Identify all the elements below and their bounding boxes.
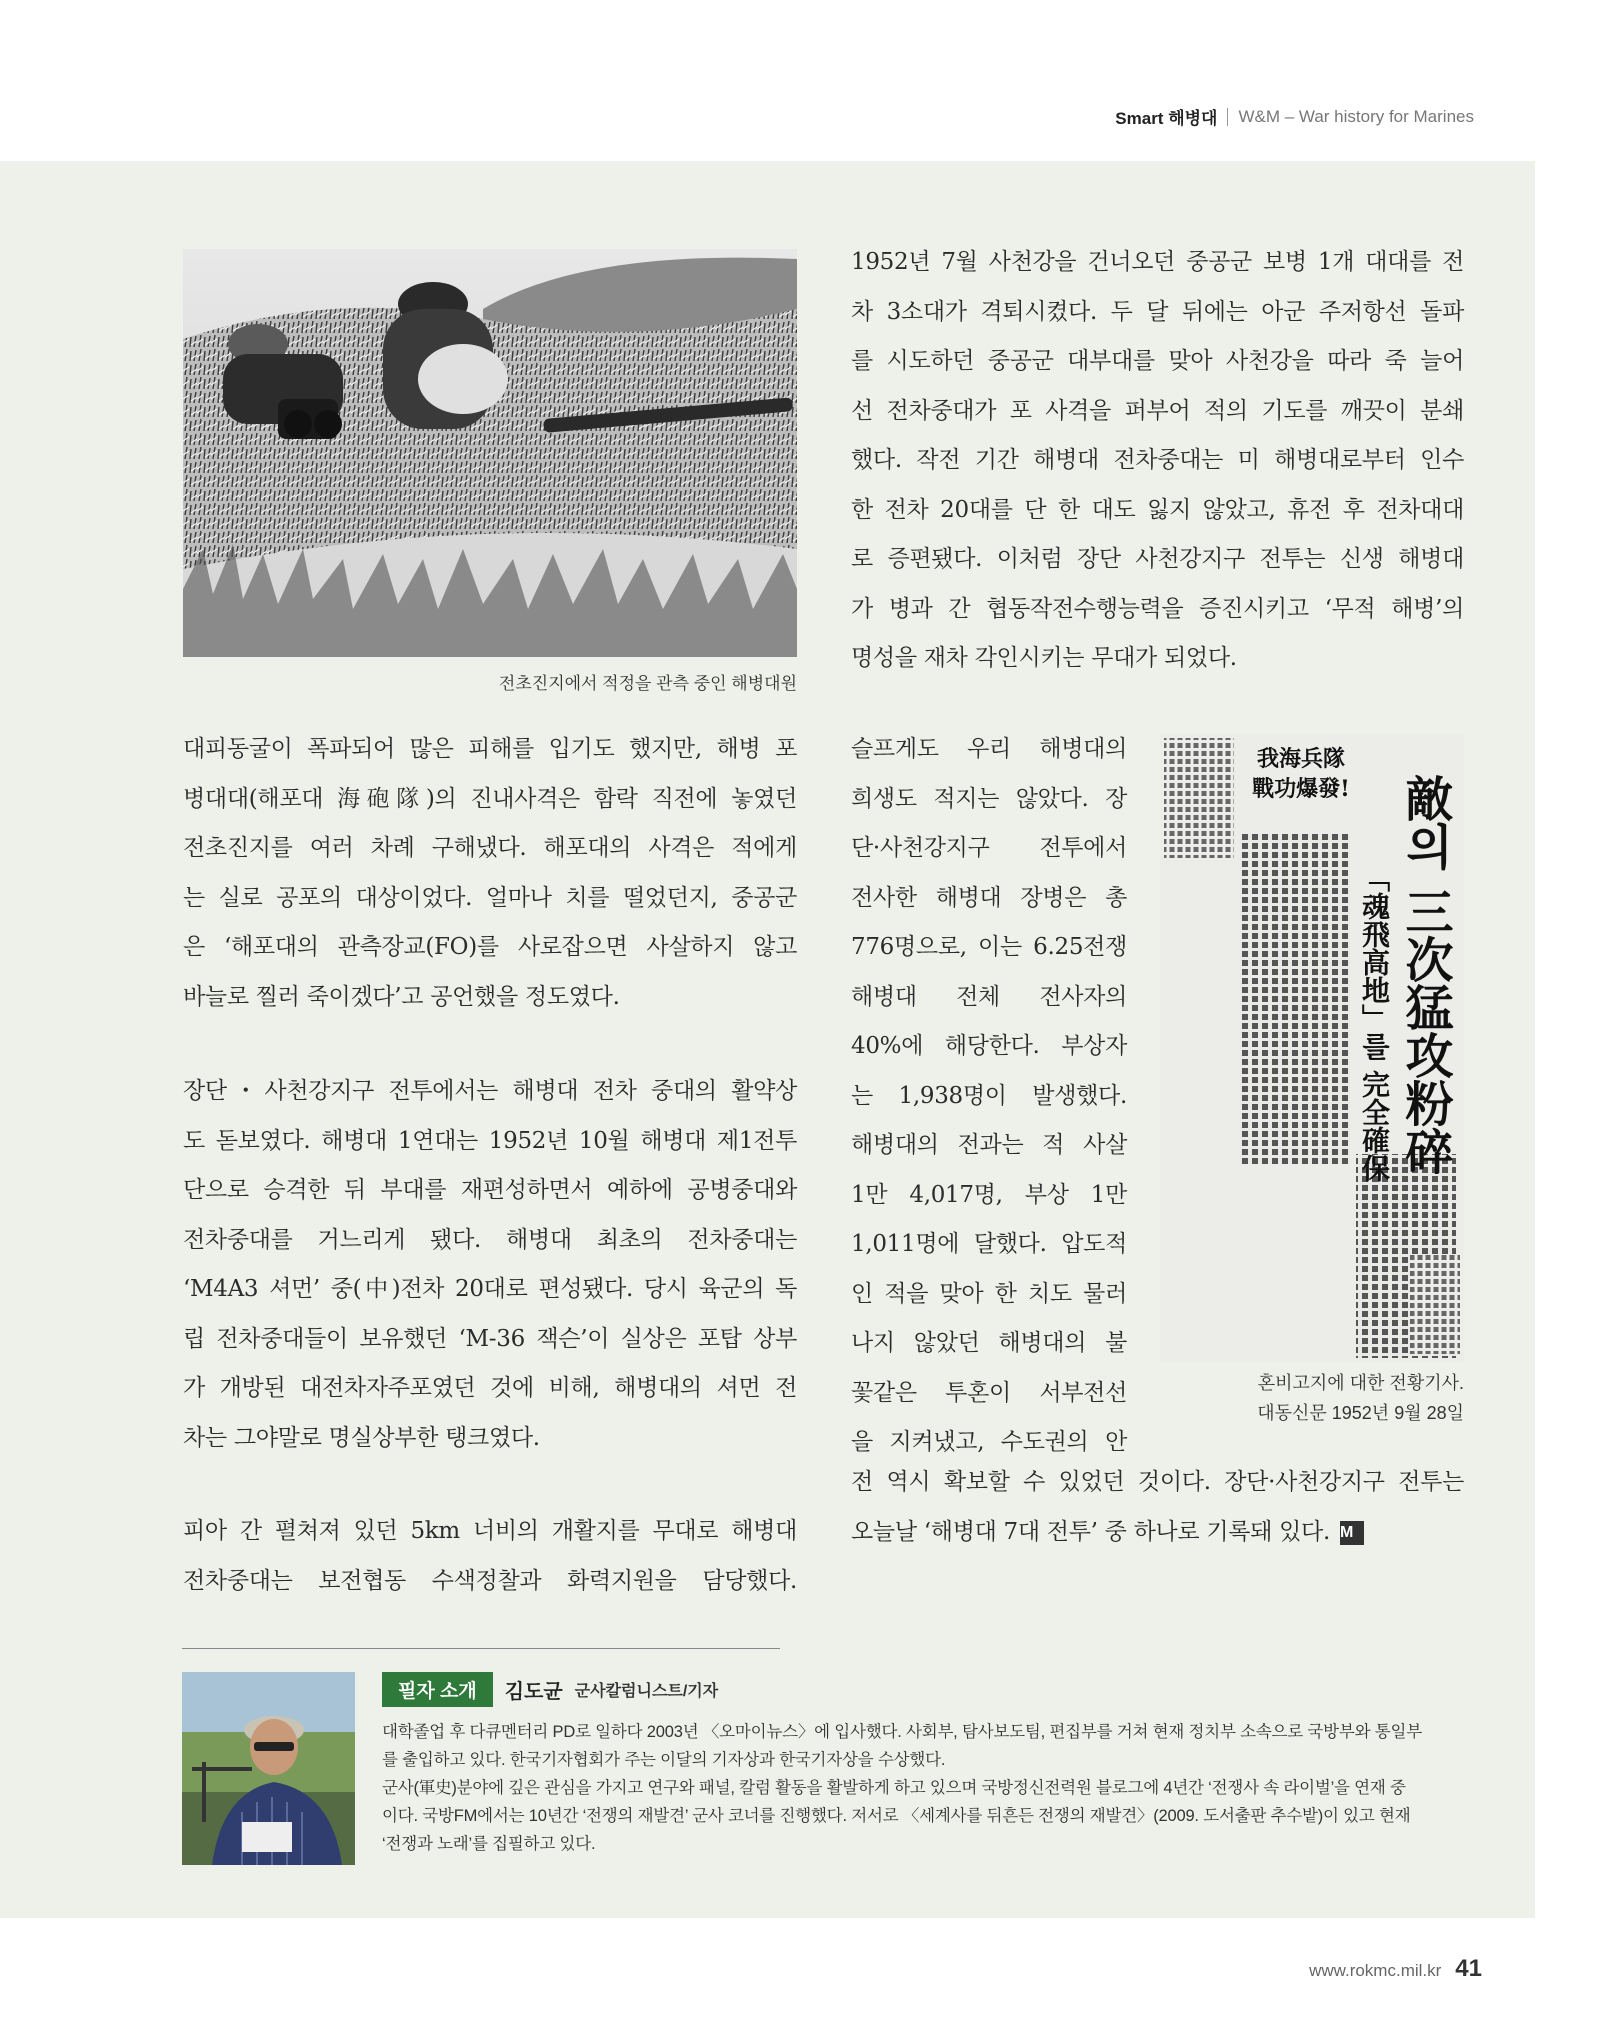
middle-column-text <box>851 725 1127 1468</box>
page-number: 41 <box>1455 1955 1482 1982</box>
author-photo <box>182 1672 355 1865</box>
text-line-last-content: 오늘날 ‘해병대 7대 전투’ 중 하나로 기록돼 있다. <box>851 1518 1330 1545</box>
text-line: 명성을 재차 각인시키는 무대가 되었다. <box>851 645 1237 671</box>
text-line: 전차중대를 거느리게 됐다. 해병대 최초의 전차중대는 <box>183 1226 797 1253</box>
bio-line: 대학졸업 후 다큐멘터리 PD로 일하다 2003년 〈오마이뉴스〉에 입사했다. 사회부, 탐사보도팀, 편집부를 거쳐 현재 정치부 소속으로 국방부와 통일부 <box>382 1723 1422 1741</box>
page-footer <box>1309 1955 1482 1983</box>
text-line: 피아 간 펼쳐져 있던 5km 너비의 개활지를 무대로 해병대 <box>183 1518 797 1544</box>
footer-url: www.rokmc.mil.kr <box>1309 1961 1442 1980</box>
end-mark-icon: M <box>1340 1521 1364 1545</box>
text-line: 슬프게도 우리 해병대의 <box>851 736 1127 762</box>
text-line: 1만 4,017명, 부상 1만 <box>851 1181 1127 1208</box>
clipping-headline-large: 敵의 三次猛攻粉碎 <box>1397 774 1453 1175</box>
text-line: 가 개방된 대전차자주포였던 것에 비해, 해병대의 셔먼 전 <box>183 1375 797 1401</box>
text-line: 전초진지를 여러 차례 구해냈다. 해포대의 사격은 적에게 <box>183 835 797 861</box>
author-name: 김도균 <box>504 1681 563 1703</box>
text-line: 차는 그야말로 명실상부한 탱크였다. <box>183 1424 540 1451</box>
text-line: 한 전차 20대를 단 한 대도 잃지 않았고, 휴전 후 전차대대 <box>851 496 1464 523</box>
author-role: 군사칼럼니스트/기자 <box>574 1683 719 1700</box>
text-line: 했다. 작전 기간 해병대 전차중대는 미 해병대로부터 인수 <box>851 447 1464 473</box>
text-line: 단·사천강지구 전투에서 <box>851 835 1127 861</box>
clipping-headline-sub: 「魂飛高地」를 完全確保 <box>1358 864 1391 1182</box>
right-column-top-text <box>851 238 1464 684</box>
text-line: 776명으로, 이는 6.25전쟁 <box>851 934 1127 960</box>
text-line: 장단・사천강지구 전투에서는 해병대 전차 중대의 활약상 <box>183 1078 797 1104</box>
bio-line: 를 출입하고 있다. 한국기자협회가 주는 이달의 기자상과 한국기자상을 수상했다. <box>382 1751 946 1769</box>
bio-line: 군사(軍史)분야에 깊은 관심을 가지고 연구와 패널, 칼럼 활동을 활발하게 하고 있으며 국방정신전력원 블로그에 4년간 ‘전쟁사 속 라이벌’을 연재 중 <box>382 1779 1406 1797</box>
text-line: 로 증편됐다. 이처럼 장단 사천강지구 전투는 신생 해병대 <box>851 546 1464 572</box>
newspaper-clipping-caption <box>1160 1368 1464 1428</box>
header-divider <box>1227 108 1228 126</box>
text-line: 는 1,938명이 발생했다. <box>851 1082 1127 1109</box>
text-line-last <box>851 1508 1464 1558</box>
bio-line: 이다. 국방FM에서는 10년간 ‘전쟁의 재발견’ 군사 코너를 진행했다. 저서로 〈세계사를 뒤흔든 전쟁의 재발견〉(2009. 도서출판 추수밭)이 있고 현재 <box>382 1807 1411 1825</box>
text-line: 40%에 해당한다. 부상자 <box>851 1033 1127 1059</box>
text-line: 차 3소대가 격퇴시켰다. 두 달 뒤에는 아군 주저항선 돌파 <box>851 298 1464 325</box>
observation-photo <box>183 249 797 657</box>
text-line: 1952년 7월 사천강을 건너오던 중공군 보병 1개 대대를 전 <box>851 249 1464 275</box>
clipping-caption-line1: 혼비고지에 대한 전황기사. <box>1257 1373 1464 1393</box>
text-line: 전차중대는 보전협동 수색정찰과 화력지원을 담당했다. <box>183 1567 797 1594</box>
text-line: 전 역시 확보할 수 있었던 것이다. 장단·사천강지구 전투는 <box>851 1469 1464 1495</box>
clipping-caption-line2: 대동신문 1952년 9월 28일 <box>1257 1403 1464 1423</box>
text-line: 희생도 적지는 않았다. 장 <box>851 785 1127 812</box>
text-line: 나지 않았던 해병대의 불 <box>851 1330 1127 1356</box>
text-line: 도 돋보였다. 해병대 1연대는 1952년 10월 해병대 제1전투 <box>183 1127 797 1154</box>
text-line: 를 시도하던 중공군 대부대를 맞아 사천강을 따라 죽 늘어 <box>851 348 1464 374</box>
text-line: 단으로 승격한 뒤 부대를 재편성하면서 예하에 공병중대와 <box>183 1177 797 1203</box>
magazine-brand: Smart 해병대 <box>1115 109 1218 128</box>
observation-photo-caption: 전초진지에서 적정을 관측 중인 해병대원 <box>498 674 797 693</box>
bio-line: ‘전쟁과 노래’를 집필하고 있다. <box>382 1835 596 1853</box>
author-heading <box>382 1672 718 1707</box>
text-line: 바늘로 찔러 죽이겠다’고 공언했을 정도였다. <box>183 983 620 1010</box>
author-bio <box>382 1718 1480 1858</box>
right-column-bottom-text <box>851 1458 1464 1557</box>
text-line: ‘M4A3 셔먼’ 중(中)전차 20대로 편성됐다. 당시 육군의 독 <box>183 1276 797 1302</box>
text-line: 는 실로 공포의 대상이었다. 얼마나 치를 떨었던지, 중공군 <box>183 884 797 911</box>
newspaper-clipping-photo <box>1160 734 1464 1362</box>
left-column-text-3 <box>183 1507 797 1606</box>
clipping-headline-small: 我海兵隊 戰功爆發! <box>1252 746 1350 802</box>
text-line: 해병대 전체 전사자의 <box>851 983 1127 1010</box>
page-header <box>1115 104 1474 129</box>
author-tag: 필자 소개 <box>382 1672 493 1707</box>
section-title: W&M – War history for Marines <box>1238 106 1474 126</box>
author-divider <box>182 1648 780 1649</box>
text-line: 대피동굴이 폭파되어 많은 피해를 입기도 했지만, 해병 포 <box>183 736 797 762</box>
text-line: 전사한 해병대 장병은 총 <box>851 884 1127 911</box>
text-line: 선 전차중대가 포 사격을 퍼부어 적의 기도를 깨끗이 분쇄 <box>851 397 1464 424</box>
text-line: 꽃같은 투혼이 서부전선 <box>851 1379 1127 1406</box>
text-line: 가 병과 간 협동작전수행능력을 증진시키고 ‘무적 해병’의 <box>851 595 1464 622</box>
left-column-text-2 <box>183 1067 797 1463</box>
text-line: 을 지켜냈고, 수도권의 안 <box>851 1429 1127 1455</box>
text-line: 인 적을 맞아 한 치도 물러 <box>851 1280 1127 1307</box>
text-line: 해병대의 전과는 적 사살 <box>851 1132 1127 1158</box>
text-line: 1,011명에 달했다. 압도적 <box>851 1231 1127 1257</box>
text-line: 립 전차중대들이 보유했던 ‘M-36 잭슨’이 실상은 포탑 상부 <box>183 1325 797 1352</box>
text-line: 은 ‘해포대의 관측장교(FO)를 사로잡으면 사살하지 않고 <box>183 934 797 960</box>
text-line: 병대대(해포대 海砲隊)의 진내사격은 함락 직전에 놓였던 <box>183 785 797 812</box>
left-column-text-1 <box>183 725 797 1022</box>
